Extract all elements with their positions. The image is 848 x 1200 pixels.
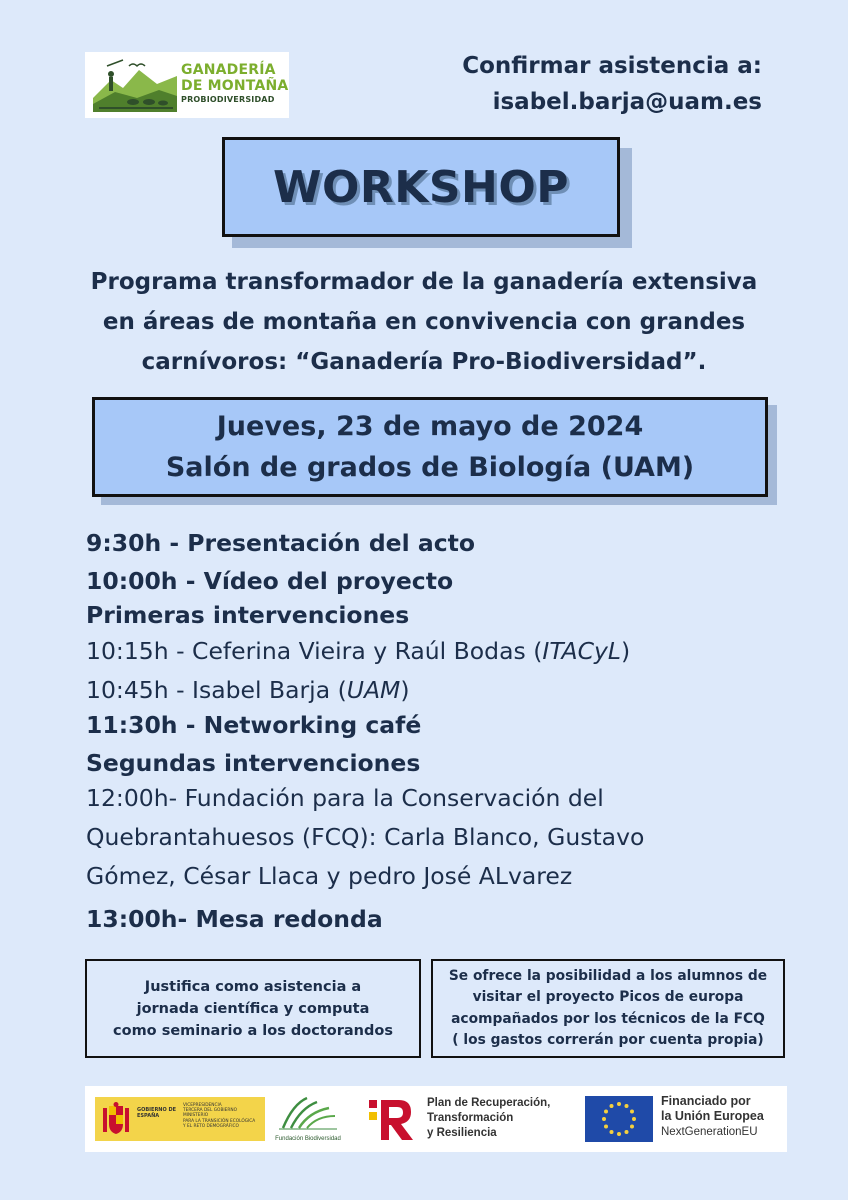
eu-star-icon <box>602 1117 606 1121</box>
mountain-farmer-icon <box>93 58 177 112</box>
note-right-line-3: acompañados por los técnicos de la FCQ <box>451 1010 765 1027</box>
eu-star-icon <box>630 1125 634 1129</box>
note-right-line-4: ( los gastos correrán por cuenta propia) <box>452 1032 764 1048</box>
eu-star-icon <box>625 1130 629 1134</box>
grass-leaves-icon <box>273 1094 343 1132</box>
plan-recuperacion-text <box>427 1096 550 1141</box>
schedule-item-3 <box>86 637 630 665</box>
spain-coat-of-arms-icon <box>101 1102 131 1136</box>
schedule-item-6-line-3: Gómez, César Llaca y pedro José ALvarez <box>86 862 573 890</box>
note-left-line-1: Justifica como asistencia a <box>144 978 362 995</box>
ganaderia-logo <box>85 52 289 118</box>
eu-line-2: la Unión Europea <box>661 1109 764 1123</box>
plan-line-3: y Resiliencia <box>427 1127 497 1139</box>
event-date: Jueves, 23 de mayo de 2024 <box>216 411 644 442</box>
eu-star-icon <box>617 1102 621 1106</box>
eu-star-icon <box>610 1104 614 1108</box>
program-line-2: en áreas de montaña en convivencia con grandes <box>102 309 746 335</box>
eu-star-icon <box>610 1130 614 1134</box>
schedule-item-6-line-2: Quebrantahuesos (FCQ): Carla Blanco, Gustavo <box>86 823 645 851</box>
confirm-label: Confirmar asistencia a: <box>462 53 762 79</box>
plan-line-2: Transformación <box>427 1112 514 1124</box>
sponsor-strip <box>85 1086 787 1152</box>
gov-min-2: PARA LA TRANSICIÓN ECOLÓGICA <box>183 1118 256 1124</box>
program-line-1: Programa transformador de la ganadería extensiva <box>90 269 758 295</box>
eu-star-icon <box>632 1117 636 1121</box>
schedule-heading-1: Primeras intervenciones <box>86 601 410 629</box>
note-right-line-2: visitar el proyecto Picos de europa <box>472 989 744 1005</box>
note-left-line-3: como seminario a los doctorandos <box>113 1022 393 1039</box>
title-box <box>222 137 620 237</box>
eu-line-3: NextGenerationEU <box>661 1126 758 1138</box>
event-info-box <box>92 397 768 497</box>
event-venue: Salón de grados de Biología (UAM) <box>165 452 695 483</box>
eu-star-icon <box>604 1125 608 1129</box>
eu-funding-text <box>661 1094 764 1140</box>
fundacion-biodiversidad-logo <box>273 1094 343 1144</box>
logo-line-2: DE MONTAÑA <box>181 78 289 94</box>
schedule-item-5: 11:30h - Networking café <box>86 711 422 739</box>
gov-min-1: MINISTERIO <box>183 1113 209 1119</box>
gov-min-3: Y EL RETO DEMOGRÁFICO <box>183 1123 239 1129</box>
note-left-line-2: jornada científica y computa <box>136 1000 370 1017</box>
gov-vp-2: TERCERA DEL GOBIERNO <box>183 1108 237 1114</box>
note-field-visit <box>431 959 785 1058</box>
eu-star-icon <box>604 1110 608 1114</box>
eu-star-icon <box>630 1110 634 1114</box>
eu-line-1: Financiado por <box>661 1094 751 1108</box>
note-seminar-credit <box>85 959 421 1058</box>
schedule-item-3-close: ) <box>621 637 631 665</box>
schedule-item-4-org: UAM <box>346 676 401 704</box>
gov-ministry <box>183 1103 263 1129</box>
schedule-item-7: 13:00h- Mesa redonda <box>86 905 383 933</box>
gov-name: GOBIERNO DE ESPAÑA <box>137 1107 177 1119</box>
logo-line-3: PROBIODIVERSIDAD <box>181 95 275 104</box>
program-line-3: carnívoros: “Ganadería Pro-Biodiversidad”. <box>141 349 707 375</box>
eu-flag-icon <box>585 1096 653 1142</box>
schedule-item-3-main: 10:15h - Ceferina Vieira y Raúl Bodas ( <box>86 637 543 665</box>
schedule-item-4-main: 10:45h - Isabel Barja ( <box>86 676 347 704</box>
plan-line-1: Plan de Recuperación, <box>427 1097 551 1109</box>
schedule-item-3-org: ITACyL <box>542 637 622 665</box>
schedule-heading-2: Segundas intervenciones <box>86 749 421 777</box>
eu-star-icon <box>625 1104 629 1108</box>
foundation-name: Fundación Biodiversidad <box>275 1136 341 1142</box>
logo-line-1: GANADERÍA <box>181 62 276 78</box>
schedule-item-6-line-1: 12:00h- Fundación para la Conservación del <box>86 784 604 812</box>
page-title: WORKSHOP <box>272 161 570 213</box>
schedule-item-4 <box>86 676 409 704</box>
gobierno-espana-logo <box>95 1097 265 1141</box>
plan-recuperacion-logo-icon <box>365 1096 419 1142</box>
eu-star-icon <box>617 1132 621 1136</box>
note-right-line-1: Se ofrece la posibilidad a los alumnos de <box>448 967 768 984</box>
schedule-item-4-close: ) <box>400 676 410 704</box>
program-description <box>40 262 808 382</box>
schedule-item-1: 9:30h - Presentación del acto <box>86 529 476 557</box>
confirm-email[interactable]: isabel.barja@uam.es <box>492 89 762 115</box>
schedule-item-2: 10:00h - Vídeo del proyecto <box>86 567 454 595</box>
gov-vp-1: VICEPRESIDENCIA <box>183 1103 222 1108</box>
